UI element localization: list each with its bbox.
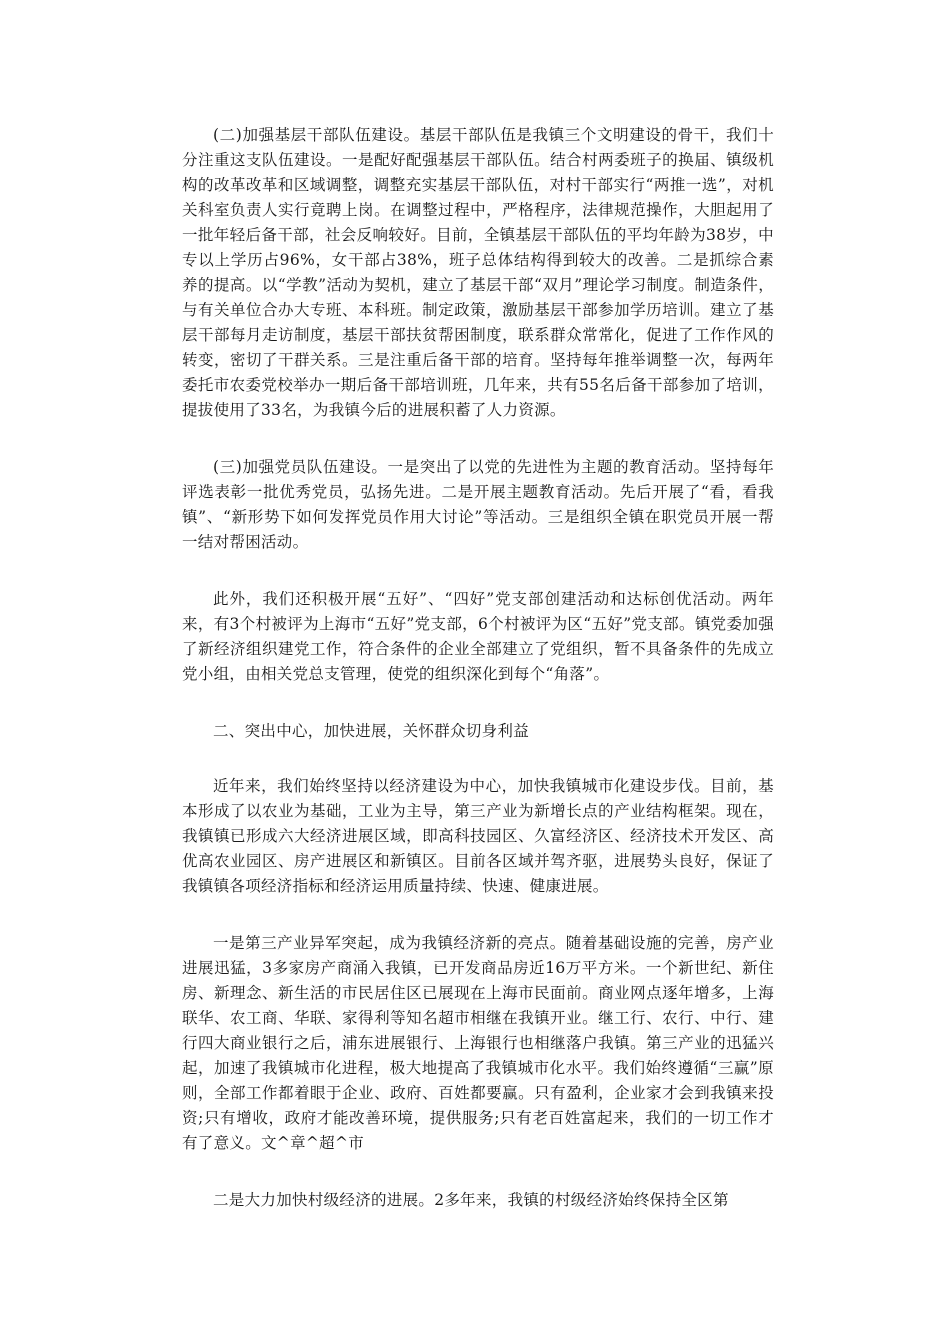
- paragraph-tertiary-industry: 一是第三产业异军突起，成为我镇经济新的亮点。随着基础设施的完善，房产业进展迅猛，3多家房产商涌入我镇，已开发商品房近16万平方米。一个新世纪、新住房、新理念、新生活的市民居住区已展现在上海市民面前。商业网点逐年增多，上海联华、农工商、华联、家得利等知名超市相继在我镇开业。继工行、农行、中行、建行四大商业银行之后，浦东进展银行、上海银行也相继落户我镇。第三产业的迅猛兴起，加速了我镇城市化进程，极大地提高了我镇城市化水平。我们始终遵循“三赢”原则，全部工作都着眼于企业、政府、百姓都要赢。只有盈利，企业家才会到我镇来投资;只有增收，政府才能改善环境，提供服务;只有老百姓富起来，我们的一切工作才有了意义。文^章^超^市: [182, 934, 774, 1152]
- paragraph-party-branch-activities: 此外，我们还积极开展“五好”、“四好”党支部创建活动和达标创优活动。两年来，有3个村被评为上海市“五好”党支部，6个村被评为区“五好”党支部。镇党委加强了新经济组织建党工作，符合条件的企业全部建立了党组织，暂不具备条件的先成立党小组，由相关党总支管理，使党的组织深化到每个“角落”。: [182, 590, 774, 683]
- paragraph-party-member-building: (三)加强党员队伍建设。一是突出了以党的先进性为主题的教育活动。坚持每年评选表彰一批优秀党员，弘扬先进。二是开展主题教育活动。先后开展了“看，看我镇”、“新形势下如何发挥党员作用大讨论”等活动。三是组织全镇在职党员开展一帮一结对帮困活动。: [182, 458, 774, 551]
- paragraph-economic-construction: 近年来，我们始终坚持以经济建设为中心，加快我镇城市化建设步伐。目前，基本形成了以农业为基础，工业为主导，第三产业为新增长点的产业结构框架。现在，我镇镇已形成六大经济进展区域，即高科技园区、久富经济区、经济技术开发区、高优高农业园区、房产进展区和新镇区。目前各区域并驾齐驱，进展势头良好，保证了我镇镇各项经济指标和经济运用质量持续、快速、健康进展。: [182, 777, 774, 895]
- document-body: [182, 123, 774, 1245]
- section-heading: 二、突出中心，加快进展，关怀群众切身利益: [213, 722, 530, 740]
- paragraph-cadre-building: (二)加强基层干部队伍建设。基层干部队伍是我镇三个文明建设的骨干，我们十分注重这支队伍建设。一是配好配强基层干部队伍。结合村两委班子的换届、镇级机构的改革改革和区域调整，调整充实基层干部队伍，对村干部实行“两推一选”，对机关科室负责人实行竟聘上岗。在调整过程中，严格程序，法律规范操作，大胆起用了一批年轻后备干部，社会反响较好。目前，全镇基层干部队伍的平均年龄为38岁，中专以上学历占96%，女干部占38%，班子总体结构得到较大的改善。二是抓综合素养的提高。以“学教”活动为契机，建立了基层干部“双月”理论学习制度。制造条件，与有关单位合办大专班、本科班。制定政策，激励基层干部参加学历培训。建立了基层干部每月走访制度，基层干部扶贫帮困制度，联系群众常常化，促进了工作作风的转变，密切了干群关系。三是注重后备干部的培育。坚持每年推举调整一次，每两年委托市农委党校举办一期后备干部培训班，几年来，共有55名后备干部参加了培训，提拔使用了33名，为我镇今后的进展积蓄了人力资源。: [182, 126, 774, 419]
- paragraph-village-economy: 二是大力加快村级经济的进展。2多年来，我镇的村级经济始终保持全区第: [213, 1191, 729, 1209]
